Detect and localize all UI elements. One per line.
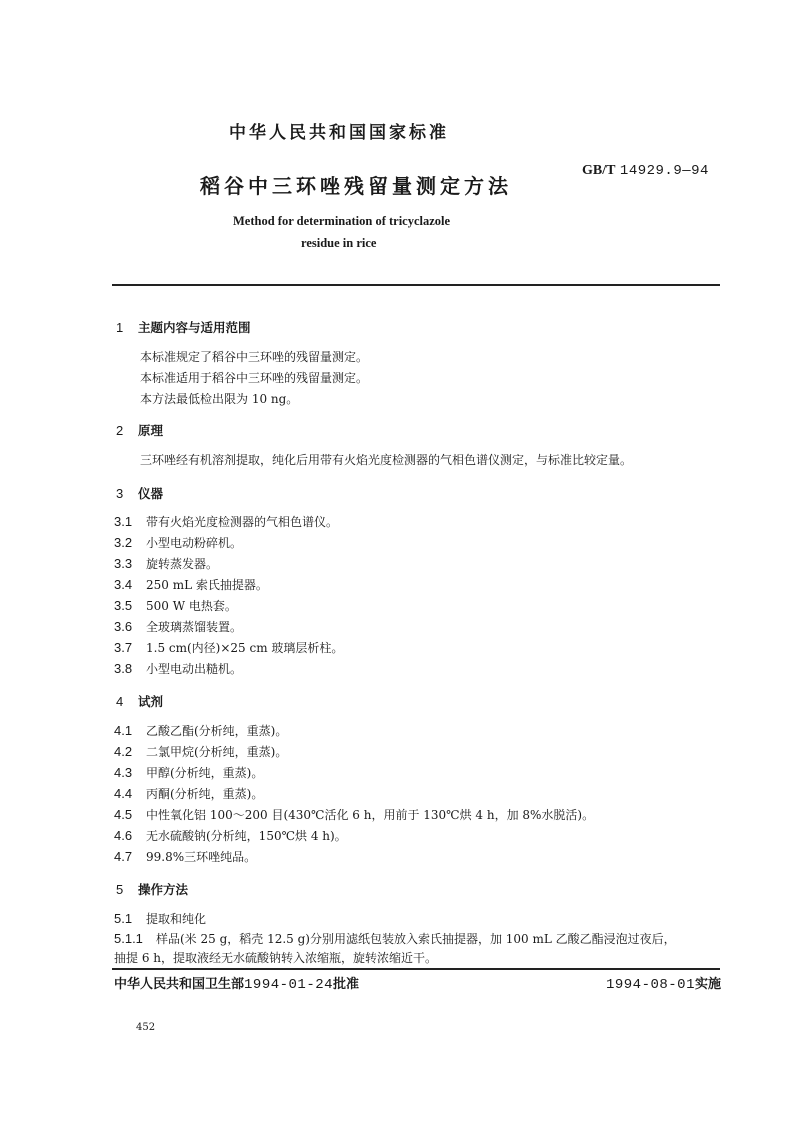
list-item: 5.1.1 样品(米 25 g，稻壳 12.5 g)分别用滤纸包装放入索氏抽提器，加 100 mL 乙酸乙酯浸泡过夜后， <box>114 931 676 946</box>
paragraph: 三环唑经有机溶剂提取，纯化后用带有火焰光度检测器的气相色谱仪测定，与标准比较定量。 <box>140 453 633 467</box>
standard-prefix: GB/T <box>582 163 616 178</box>
document-title-en-line2: residue in rice <box>301 236 377 250</box>
national-standard-heading: 中华人民共和国国家标准 <box>229 123 449 143</box>
document-title-cn: 稻谷中三环唑残留量测定方法 <box>200 174 512 198</box>
list-item: 4.1 乙酸乙酯(分析纯，重蒸)。 <box>114 723 288 738</box>
standard-number <box>582 162 709 179</box>
list-item: 3.2 小型电动粉碎机。 <box>114 535 243 550</box>
section-heading-1: 1 主题内容与适用范围 <box>116 320 251 335</box>
list-item: 4.3 甲醇(分析纯，重蒸)。 <box>114 765 264 780</box>
list-item: 3.1 带有火焰光度检测器的气相色谱仪。 <box>114 514 339 529</box>
list-item: 4.7 99.8%三环唑纯品。 <box>114 849 257 864</box>
section-heading-3: 3 仪器 <box>116 486 164 501</box>
list-item: 4.2 二氯甲烷(分析纯，重蒸)。 <box>114 744 288 759</box>
section-heading-2: 2 原理 <box>116 423 164 438</box>
paragraph: 本标准规定了稻谷中三环唑的残留量测定。 <box>140 350 369 364</box>
header-divider <box>112 284 720 286</box>
list-item-continuation: 抽提 6 h，提取液经无水硫酸钠转入浓缩瓶，旋转浓缩近干。 <box>114 951 437 965</box>
page-number: 452 <box>136 1022 156 1033</box>
list-item: 4.6 无水硫酸钠(分析纯，150℃烘 4 h)。 <box>114 828 347 843</box>
effective-info: 1994-08-01实施 <box>605 977 721 993</box>
section-heading-5: 5 操作方法 <box>116 882 189 897</box>
footer-divider <box>112 968 720 970</box>
list-item: 3.3 旋转蒸发器。 <box>114 556 219 571</box>
list-item: 4.5 中性氧化铝 100～200 目(430℃活化 6 h，用前于 130℃烘 4 h，加 8%水脱活)。 <box>114 807 595 822</box>
approval-info: 中华人民共和国卫生部1994-01-24批准 <box>114 977 360 993</box>
list-item: 4.4 丙酮(分析纯，重蒸)。 <box>114 786 264 801</box>
list-item: 3.7 1.5 cm(内径)×25 cm 玻璃层析柱。 <box>114 640 344 655</box>
list-item: 3.8 小型电动出糙机。 <box>114 661 243 676</box>
standard-code: 14929.9—94 <box>619 163 709 179</box>
list-item: 3.4 250 mL 索氏抽提器。 <box>114 577 268 592</box>
document-title-en-line1: Method for determination of tricyclazole <box>233 214 451 228</box>
list-item: 3.6 全玻璃蒸馏装置。 <box>114 619 243 634</box>
section-heading-4: 4 试剂 <box>116 694 164 709</box>
paragraph: 本方法最低检出限为 10 ng。 <box>140 392 299 406</box>
paragraph: 本标准适用于稻谷中三环唑的残留量测定。 <box>140 371 369 385</box>
subsection-heading: 5.1 提取和纯化 <box>114 911 207 926</box>
list-item: 3.5 500 W 电热套。 <box>114 598 237 613</box>
